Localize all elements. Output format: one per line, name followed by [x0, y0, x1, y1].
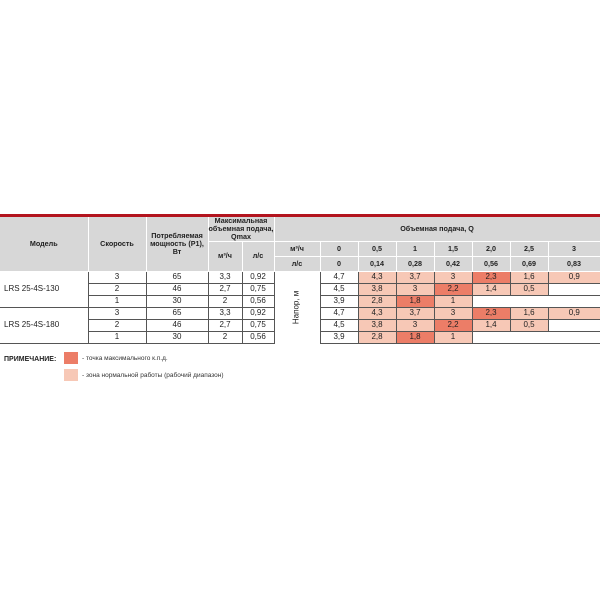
qmax-ls-cell: 0,75: [242, 283, 274, 295]
power-cell: 30: [146, 295, 208, 307]
qmax-ls-cell: 0,56: [242, 331, 274, 343]
qmax-m3h-cell: 2: [208, 331, 242, 343]
head-value-cell: 4,3: [358, 307, 396, 319]
power-cell: 30: [146, 331, 208, 343]
qmax-ls-cell: 0,75: [242, 319, 274, 331]
header-model: Модель: [0, 217, 88, 271]
table-row: [0, 271, 600, 283]
flow-m3h-cell: 0,5: [358, 241, 396, 256]
head-value-cell: 1,8: [396, 331, 434, 343]
head-value-cell: 3,7: [396, 307, 434, 319]
flow-m3h-cell: 1,5: [434, 241, 472, 256]
speed-cell: 3: [88, 307, 146, 319]
flow-ls-cell: 0,83: [548, 256, 600, 271]
head-value-cell: 3: [396, 319, 434, 331]
head-value-cell: 3,9: [320, 295, 358, 307]
head-value-cell: 2,2: [434, 283, 472, 295]
head-value-cell: 0,9: [548, 271, 600, 283]
speed-cell: 1: [88, 331, 146, 343]
head-value-cell: [472, 295, 510, 307]
head-value-cell: 4,5: [320, 319, 358, 331]
head-value-cell: 3,7: [396, 271, 434, 283]
flow-ls-cell: 0: [320, 256, 358, 271]
head-value-cell: 1,4: [472, 319, 510, 331]
flow-ls-cell: 0,42: [434, 256, 472, 271]
head-value-cell: 1,8: [396, 295, 434, 307]
flow-m3h-cell: 0: [320, 241, 358, 256]
pump-performance-sheet: [0, 214, 600, 344]
speed-cell: 2: [88, 283, 146, 295]
head-value-cell: 3: [434, 307, 472, 319]
header-speed: Скорость: [88, 217, 146, 271]
power-cell: 65: [146, 307, 208, 319]
qmax-ls-cell: 0,92: [242, 307, 274, 319]
power-cell: 46: [146, 283, 208, 295]
head-value-cell: 2,8: [358, 331, 396, 343]
flow-ls-cell: 0,14: [358, 256, 396, 271]
header-max-flow: Максимальная объемная подача, Qmax: [208, 216, 274, 241]
power-cell: 46: [146, 319, 208, 331]
flow-m3h-cell: 1: [396, 241, 434, 256]
qmax-m3h-cell: 3,3: [208, 271, 242, 283]
head-value-cell: 2,3: [472, 307, 510, 319]
head-value-cell: 1,6: [510, 307, 548, 319]
head-value-cell: 0,5: [510, 319, 548, 331]
header-flow-unit-ls: л/с: [274, 256, 320, 271]
qmax-m3h-cell: 2: [208, 295, 242, 307]
head-value-cell: [548, 319, 600, 331]
legend-title: ПРИМЕЧАНИЕ:: [4, 356, 57, 363]
head-value-cell: 1: [434, 331, 472, 343]
head-value-cell: 0,5: [510, 283, 548, 295]
head-value-cell: [510, 331, 548, 343]
header-flow-unit-m3h: м³/ч: [274, 241, 320, 256]
table-body: [0, 271, 600, 343]
flow-m3h-cell: 3: [548, 241, 600, 256]
head-axis-text: Напор, м: [291, 290, 301, 325]
head-value-cell: [548, 331, 600, 343]
head-value-cell: 2,2: [434, 319, 472, 331]
head-value-cell: 1,4: [472, 283, 510, 295]
speed-cell: 2: [88, 319, 146, 331]
legend-swatch-max-efficiency: [64, 352, 78, 364]
legend-text-max-efficiency: - точка максимального к.п.д.: [82, 355, 168, 362]
header-flow: Объемная подача, Q: [274, 217, 600, 241]
head-value-cell: 3,8: [358, 283, 396, 295]
head-axis-label: [274, 271, 320, 343]
head-value-cell: [510, 295, 548, 307]
head-value-cell: 4,7: [320, 271, 358, 283]
flow-m3h-cell: 2,0: [472, 241, 510, 256]
qmax-m3h-cell: 2,7: [208, 283, 242, 295]
head-value-cell: 3: [434, 271, 472, 283]
head-value-cell: 4,5: [320, 283, 358, 295]
head-value-cell: [548, 295, 600, 307]
head-value-cell: 4,7: [320, 307, 358, 319]
header-power: Потребляемая мощность (P1), Вт: [146, 217, 208, 271]
head-value-cell: 1,6: [510, 271, 548, 283]
legend-swatch-working-range: [64, 369, 78, 381]
head-value-cell: 3,9: [320, 331, 358, 343]
header-qmax-m3h: м³/ч: [208, 241, 242, 271]
flow-ls-cell: 0,28: [396, 256, 434, 271]
head-value-cell: 2,8: [358, 295, 396, 307]
flow-ls-cell: 0,69: [510, 256, 548, 271]
model-name: LRS 25-4S-130: [0, 271, 88, 307]
head-value-cell: 0,9: [548, 307, 600, 319]
head-value-cell: 4,3: [358, 271, 396, 283]
flow-ls-cell: 0,56: [472, 256, 510, 271]
head-value-cell: 2,3: [472, 271, 510, 283]
qmax-m3h-cell: 2,7: [208, 319, 242, 331]
head-value-cell: 3: [396, 283, 434, 295]
performance-table: [0, 217, 600, 344]
header-qmax-ls: л/с: [242, 241, 274, 271]
qmax-ls-cell: 0,56: [242, 295, 274, 307]
qmax-m3h-cell: 3,3: [208, 307, 242, 319]
head-value-cell: [548, 283, 600, 295]
head-value-cell: 1: [434, 295, 472, 307]
qmax-ls-cell: 0,92: [242, 271, 274, 283]
flow-m3h-cell: 2,5: [510, 241, 548, 256]
model-name: LRS 25-4S-180: [0, 307, 88, 343]
legend: [4, 352, 404, 386]
speed-cell: 1: [88, 295, 146, 307]
legend-text-working-range: - зона нормальной работы (рабочий диапазон): [82, 372, 224, 379]
speed-cell: 3: [88, 271, 146, 283]
head-value-cell: 3,8: [358, 319, 396, 331]
head-value-cell: [472, 331, 510, 343]
power-cell: 65: [146, 271, 208, 283]
